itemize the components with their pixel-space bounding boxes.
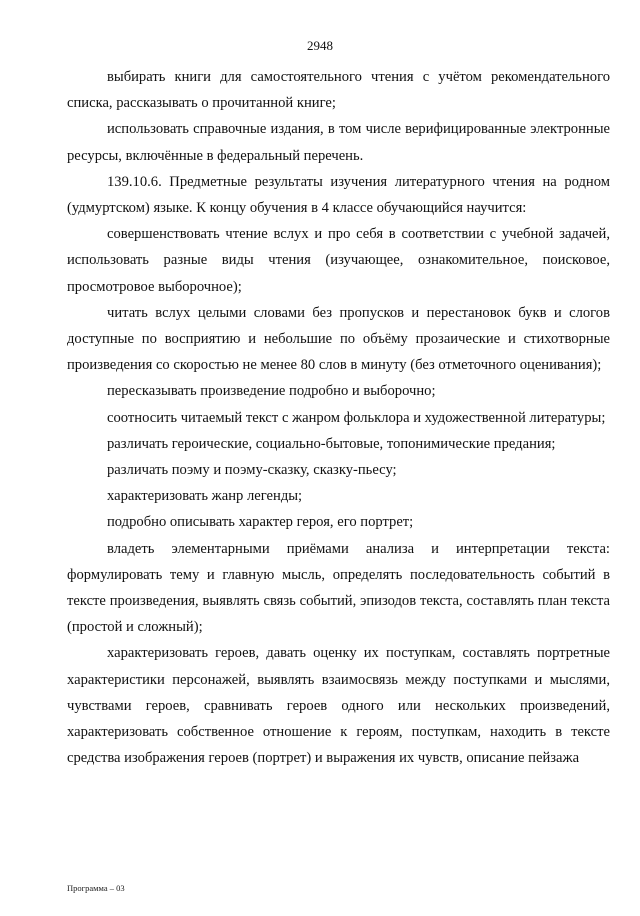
paragraph: читать вслух целыми словами без пропусков и перестановок букв и слогов доступные по восприятию и небольшие по объёму прозаические и стихотворные произведения со скоростью не менее 80 слов в минуту (без отметочного оценивания); [67, 304, 610, 374]
paragraph: 139.10.6. Предметные результаты изучения литературного чтения на родном (удмуртском) языке. К концу обучения в 4 классе обучающийся научится: [67, 173, 610, 217]
paragraph: характеризовать героев, давать оценку их поступкам, составлять портретные характеристики персонажей, выявлять взаимосвязь между поступками и мыслями, чувствами героев, сравнивать героев одного или нескольких произведений, характеризовать собственное отношение к героям, поступкам, находить в тексте средства изображения героев (портрет) и выражения их чувств, описание пейзажа [67, 645, 610, 767]
paragraph: совершенствовать чтение вслух и про себя в соответствии с учебной задачей, использовать разные виды чтения (изучающее, ознакомительное, поисковое, просмотровое выборочное); [67, 226, 610, 295]
paragraph: подробно описывать характер героя, его портрет; [107, 514, 414, 531]
paragraph: владеть элементарными приёмами анализа и интерпретации текста: формулировать тему и главную мысль, определять последовательность событий в тексте произведения, выявлять связь событий, эпизодов текста, составлять план текста (простой и сложный); [67, 540, 610, 636]
paragraph: пересказывать произведение подробно и выборочно; [107, 383, 436, 400]
footer-label: Программа – 03 [67, 883, 125, 893]
paragraph: выбирать книги для самостоятельного чтения с учётом рекомендательного списка, рассказывать о прочитанной книге; [67, 69, 610, 112]
paragraph: различать героические, социально-бытовые, топонимические предания; [107, 435, 556, 452]
paragraph: характеризовать жанр легенды; [107, 488, 303, 505]
paragraph: соотносить читаемый текст с жанром фольклора и художественной литературы; [107, 409, 606, 426]
paragraph: использовать справочные издания, в том числе верифицированные электронные ресурсы, включённые в федеральный перечень. [67, 121, 610, 164]
page-number: 2948 [307, 38, 333, 53]
document-body [67, 64, 610, 771]
paragraph: различать поэму и поэму-сказку, сказку-пьесу; [107, 462, 397, 479]
